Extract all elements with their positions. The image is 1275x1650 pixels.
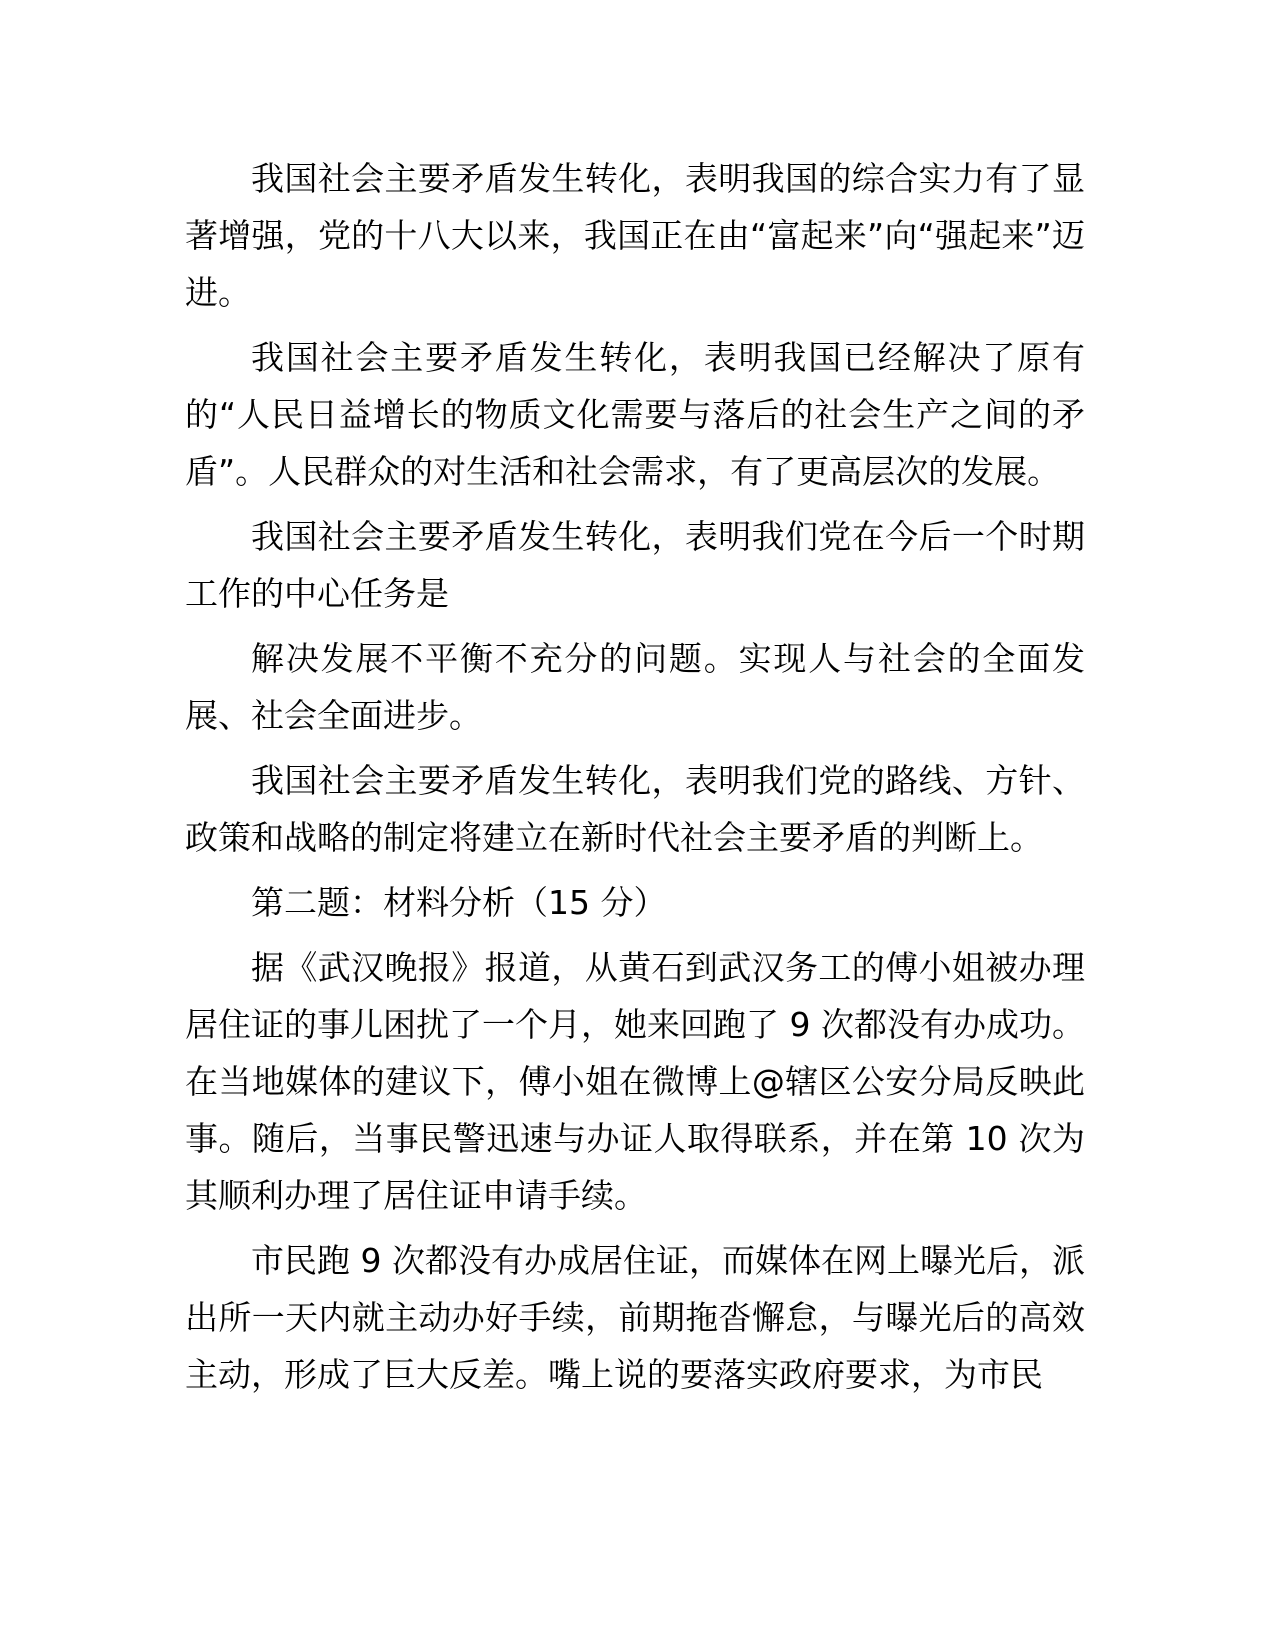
paragraph: 市民跑 9 次都没有办成居住证，而媒体在网上曝光后，派出所一天内就主动办好手续，前期拖沓懈怠，与曝光后的高效主动，形成了巨大反差。嘴上说的要落实政府要求，为市民 [185,1241,1085,1394]
paragraph: 我国社会主要矛盾发生转化，表明我国的综合实力有了显著增强，党的十八大以来，我国正在由“富起来”向“强起来”迈进。 [185,159,1085,312]
document-body [185,150,1085,1411]
paragraph: 我国社会主要矛盾发生转化，表明我国已经解决了原有的“人民日益增长的物质文化需要与落后的社会生产之间的矛盾”。人民群众的对生活和社会需求，有了更高层次的发展。 [185,338,1085,491]
section-heading: 第二题：材料分析（15 分） [251,883,667,922]
paragraph: 解决发展不平衡不充分的问题。实现人与社会的全面发展、社会全面进步。 [185,639,1085,735]
paragraph: 我国社会主要矛盾发生转化，表明我们党的路线、方针、政策和战略的制定将建立在新时代社会主要矛盾的判断上。 [185,761,1085,857]
paragraph: 我国社会主要矛盾发生转化，表明我们党在今后一个时期工作的中心任务是 [185,517,1085,613]
paragraph: 据《武汉晚报》报道，从黄石到武汉务工的傅小姐被办理居住证的事儿困扰了一个月，她来回跑了 9 次都没有办成功。在当地媒体的建议下，傅小姐在微博上@辖区公安分局反映此事。随后，当事民警迅速与办证人取得联系，并在第 10 次为其顺利办理了居住证申请手续。 [185,948,1085,1215]
